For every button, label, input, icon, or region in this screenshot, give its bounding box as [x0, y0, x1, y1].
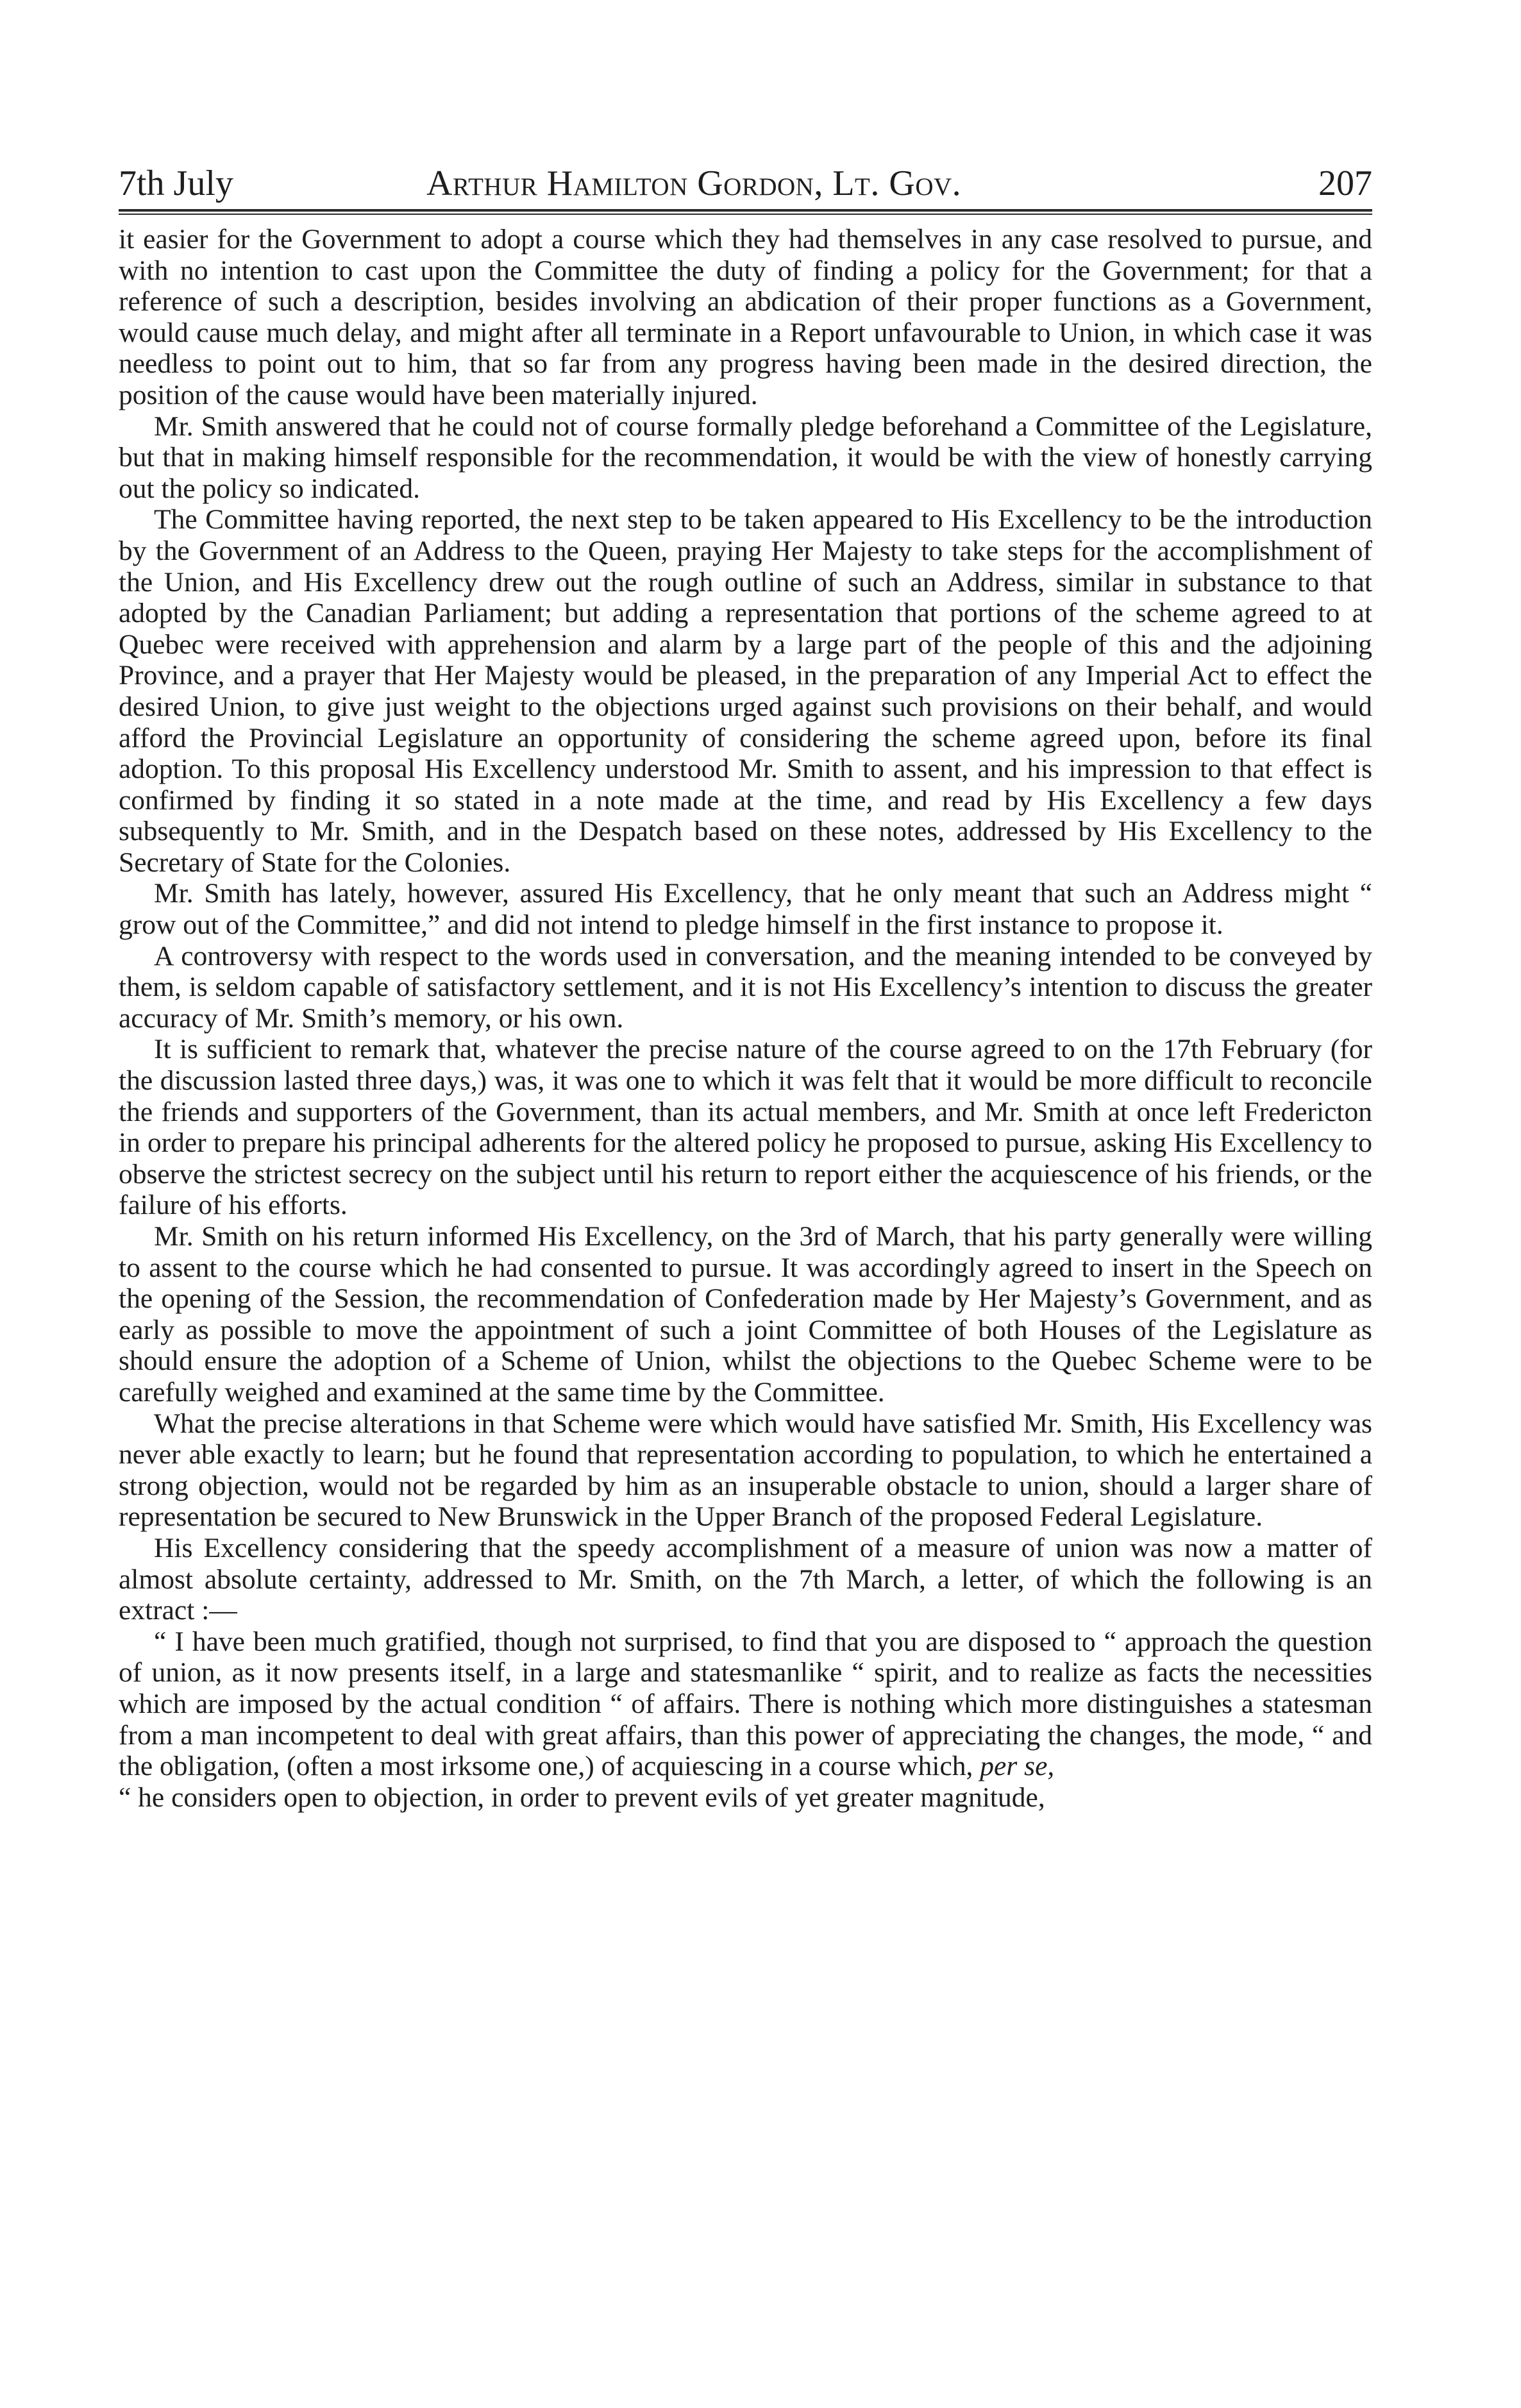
- paragraph: A controversy with respect to the words used in conversation, and the meaning intended to be conveyed by them, is seldom capable of satisfactory settlement, and it is not His Excellency’s intention to discuss the greater accuracy of Mr. Smith’s memory, or his own.: [119, 940, 1372, 1034]
- paragraph: His Excellency considering that the speedy accomplishment of a measure of union was now a matter of almost absolute certainty, addressed to Mr. Smith, on the 7th March, a letter, of which the following is an extract :—: [119, 1532, 1372, 1626]
- quote-italic: per se,: [980, 1751, 1055, 1782]
- header-title: Arthur Hamilton Gordon, Lt. Gov.: [426, 164, 962, 203]
- paragraph: it easier for the Government to adopt a course which they had themselves in any case resolved to pursue, and with no intention to cast upon the Committee the duty of finding a policy for the Government; for that a reference of such a description, besides involving an abdication of their proper functions as a Government, would cause much delay, and might after all terminate in a Report unfavourable to Union, in which case it was needless to point out to him, that so far from any progress having been made in the desired direction, the position of the cause would have been materially injured.: [119, 224, 1372, 410]
- body-text: [119, 224, 1372, 1813]
- paragraph: The Committee having reported, the next step to be taken appeared to His Excellency to be the introduction by the Government of an Address to the Queen, praying Her Majesty to take steps for the accomplishment of the Union, and His Excellency drew out the rough outline of such an Address, similar in substance to that adopted by the Canadian Parliament; but adding a representation that portions of the scheme agreed to at Quebec were received with apprehension and alarm by a large part of the people of this and the adjoining Province, and a prayer that Her Majesty would be pleased, in the preparation of any Imperial Act to effect the desired Union, to give just weight to the objections urged against such provisions on their behalf, and would afford the Provincial Legislature an opportunity of considering the scheme agreed upon, before its final adoption. To this proposal His Excellency understood Mr. Smith to assent, and his impression to that effect is confirmed by finding it so stated in a note made at the time, and read by His Excellency a few days subsequently to Mr. Smith, and in the Despatch based on these notes, addressed by His Excellency to the Secretary of State for the Colonies.: [119, 504, 1372, 878]
- header-rule-thin: [119, 214, 1372, 215]
- quote-text-end: “ he considers open to objection, in order to prevent evils of yet greater magnitude,: [119, 1781, 1045, 1813]
- page: [119, 154, 1372, 1813]
- paragraph: It is sufficient to remark that, whatever the precise nature of the course agreed to on the 17th February (for the discussion lasted three days,) was, it was one to which it was felt that it would be more difficult to reconcile the friends and supporters of the Government, than its actual members, and Mr. Smith at once left Fredericton in order to prepare his principal adherents for the altered policy he proposed to pursue, asking His Excellency to observe the strictest secrecy on the subject until his return to report either the acquiescence of his friends, or the failure of his efforts.: [119, 1034, 1372, 1221]
- page-number: 207: [1318, 164, 1372, 203]
- header-date: 7th July: [119, 164, 233, 203]
- letter-extract: [119, 1626, 1372, 1814]
- paragraph: Mr. Smith has lately, however, assured His Excellency, that he only meant that such an Address might “ grow out of the Committee,” and did not intend to pledge himself in the first instance to propose it.: [119, 878, 1372, 941]
- header-rule: [119, 209, 1372, 212]
- paragraph: Mr. Smith on his return informed His Excellency, on the 3rd of March, that his party generally were willing to assent to the course which he had consented to pursue. It was accordingly agreed to insert in the Speech on the opening of the Session, the recommendation of Confederation made by Her Majesty’s Government, and as early as possible to move the appointment of such a joint Committee of both Houses of the Legislature as should ensure the adoption of a Scheme of Union, whilst the objections to the Quebec Scheme were to be carefully weighed and examined at the same time by the Committee.: [119, 1221, 1372, 1408]
- paragraph: What the precise alterations in that Scheme were which would have satisfied Mr. Smith, His Excellency was never able exactly to learn; but he found that representation according to population, to which he entertained a strong objection, would not be regarded by him as an insuperable obstacle to union, should a larger share of representation be secured to New Brunswick in the Upper Branch of the proposed Federal Legislature.: [119, 1408, 1372, 1533]
- quote-text: “ I have been much gratified, though not surprised, to find that you are disposed to “ approach the question of union, as it now presents itself, in a large and statesmanlike “ spirit, and to realize as facts the necessities which are imposed by the actual condition “ of affairs. There is nothing which more distinguishes a statesman from a man incompetent to deal with great affairs, than this power of appreciating the changes, the mode, “ and the obligation, (often a most irksome one,) of acquiescing in a course which,: [119, 1626, 1372, 1782]
- running-head: [119, 154, 1372, 209]
- paragraph: Mr. Smith answered that he could not of course formally pledge beforehand a Committee of the Legislature, but that in making himself responsible for the recommendation, it would be with the view of honestly carrying out the policy so indicated.: [119, 410, 1372, 504]
